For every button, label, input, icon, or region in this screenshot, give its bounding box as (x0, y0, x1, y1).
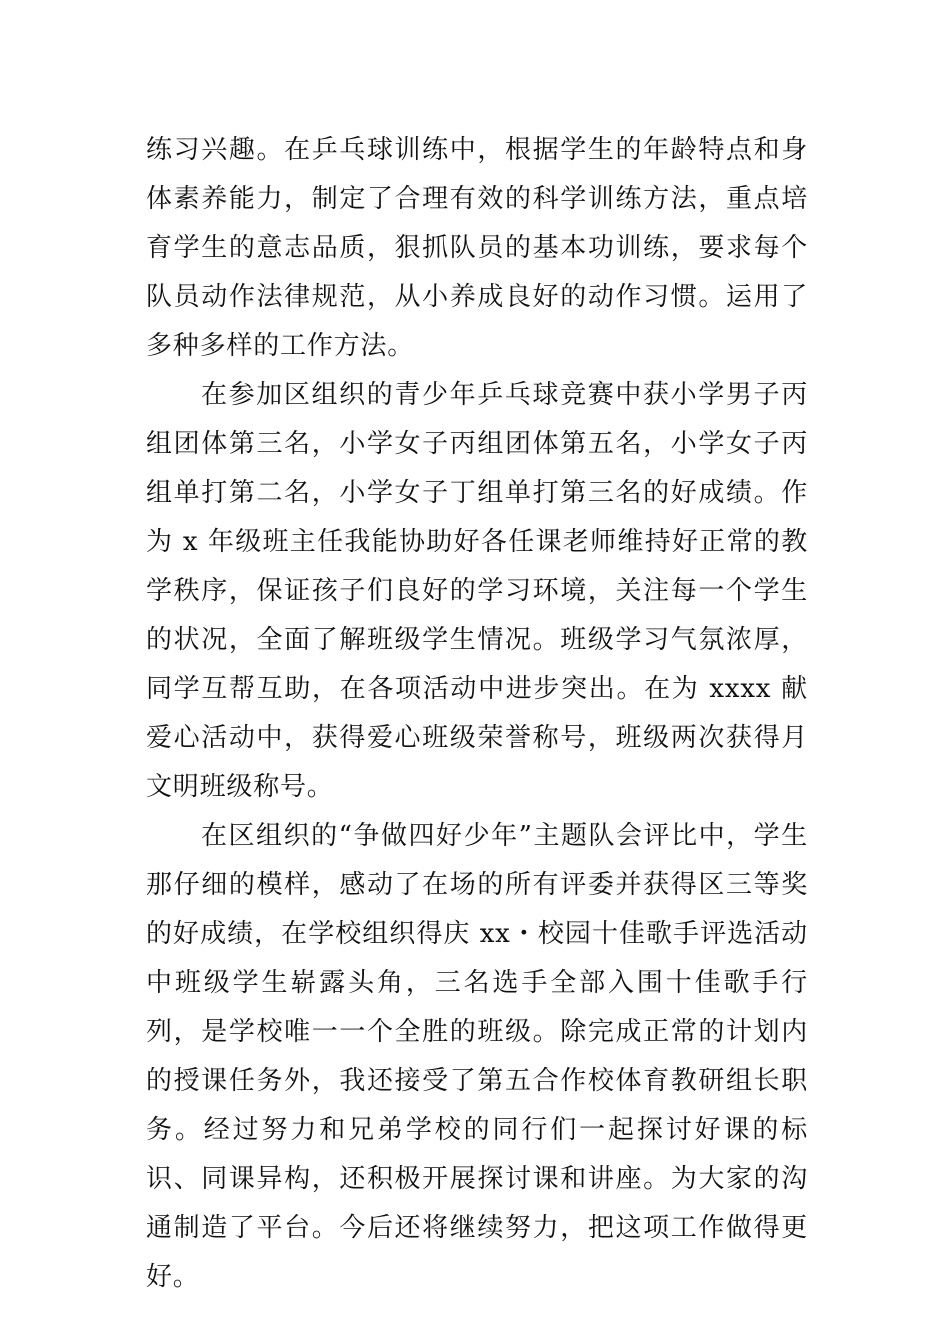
document-body (146, 126, 808, 1302)
paragraph-2: 在参加区组织的青少年乒乓球竞赛中获小学男子丙组团体第三名，小学女子丙组团体第五名，小学女子丙组单打第二名，小学女子丁组单打第三名的好成绩。作为 x 年级班主任我能协助好各任课老师维持好正常的教学秩序，保证孩子们良好的学习环境，关注每一个学生的状况，全面了解班级学生情况。班级学习气氛浓厚，同学互帮互助，在各项活动中进步突出。在为 xxxx 献爱心活动中，获得爱心班级荣誉称号，班级两次获得月文明班级称号。 (146, 380, 808, 802)
paragraph-1: 练习兴趣。在乒乓球训练中，根据学生的年龄特点和身体素养能力，制定了合理有效的科学训练方法，重点培育学生的意志品质，狠抓队员的基本功训练，要求每个队员动作法律规范，从小养成良好的动作习惯。运用了多种多样的工作方法。 (146, 135, 808, 361)
paragraph-3: 在区组织的“争做四好少年”主题队会评比中，学生那仔细的模样，感动了在场的所有评委并获得区三等奖的好成绩，在学校组织得庆 xx・校园十佳歌手评选活动中班级学生崭露头角，三名选手全部入围十佳歌手行列，是学校唯一一个全胜的班级。除完成正常的计划内的授课任务外，我还接受了第五合作校体育教研组长职务。经过努力和兄弟学校的同行们一起探讨好课的标识、同课异构，还积极开展探讨课和讲座。为大家的沟通制造了平台。今后还将继续努力，把这项工作做得更好。 (146, 821, 808, 1292)
